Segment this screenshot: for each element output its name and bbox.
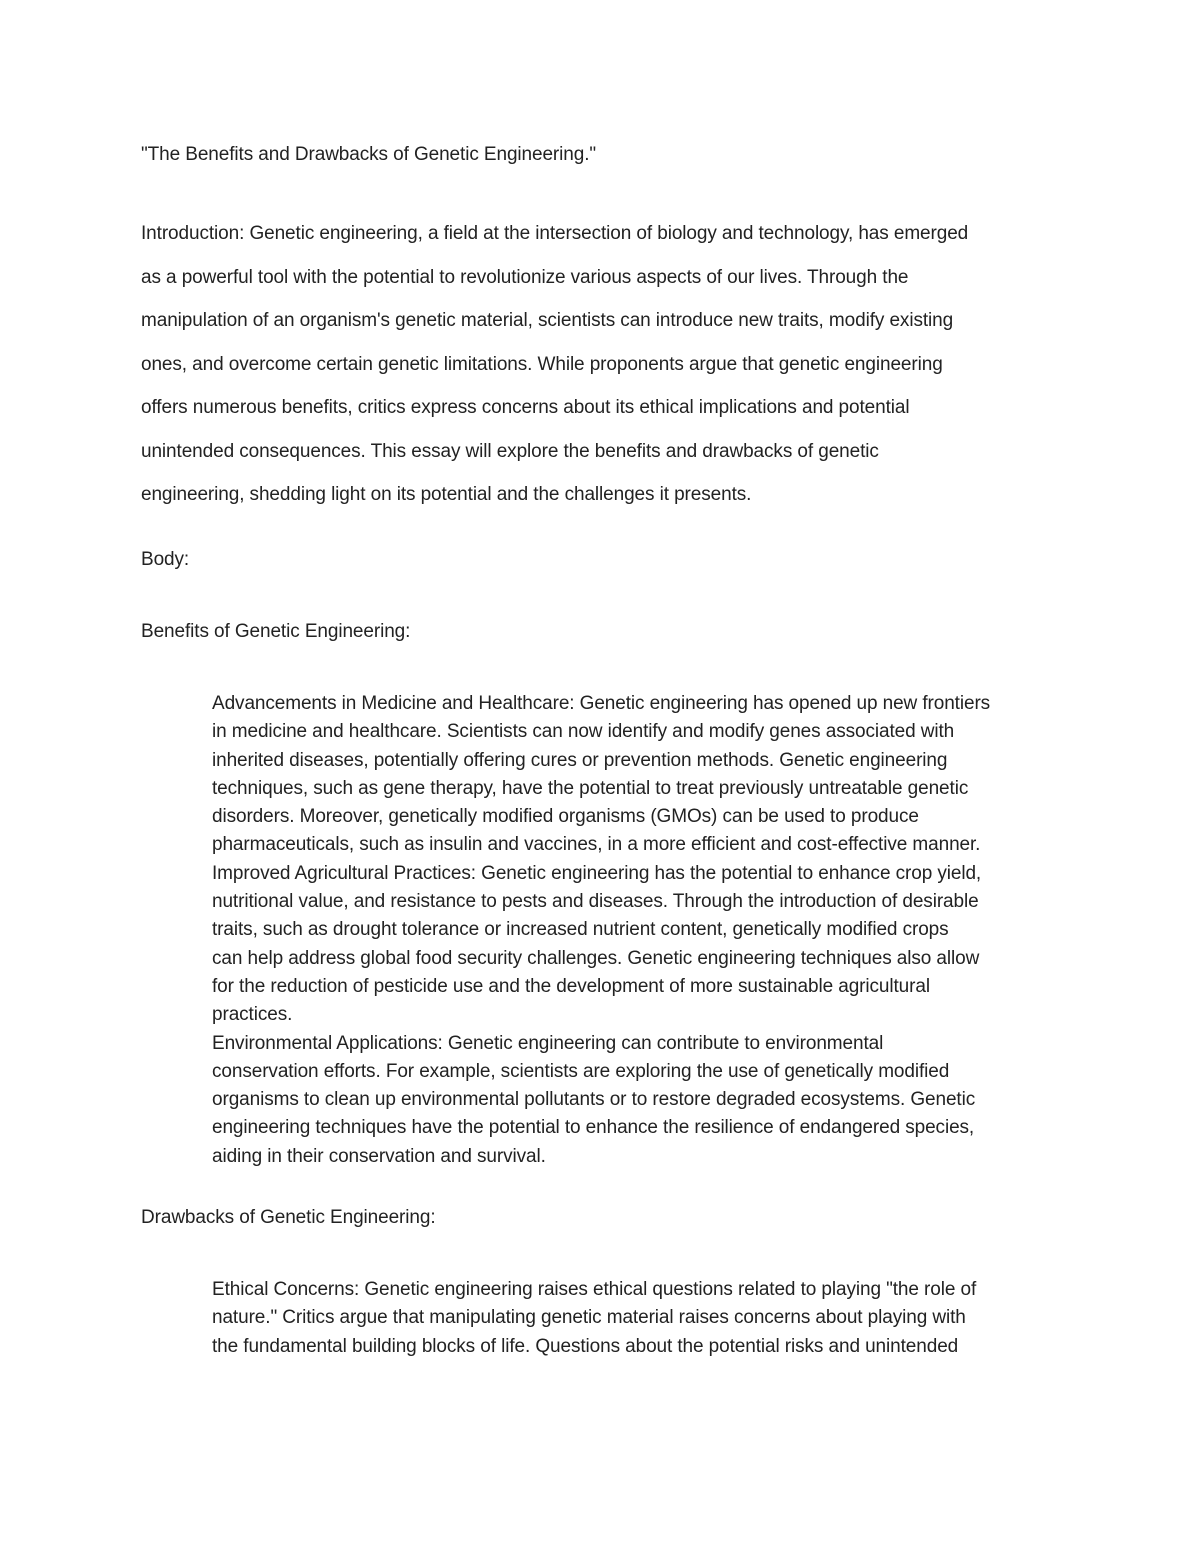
benefits-line: in medicine and healthcare. Scientists can now identify and modify genes associated with xyxy=(212,721,955,743)
drawbacks-line: the fundamental building blocks of life. Questions about the potential risks and unintended xyxy=(212,1335,959,1357)
intro-line: Introduction: Genetic engineering, a field at the intersection of biology and technology, has emerged xyxy=(141,223,969,244)
benefits-line: conservation efforts. For example, scientists are exploring the use of genetically modified xyxy=(212,1060,950,1082)
benefits-line: techniques, such as gene therapy, have the potential to treat previously untreatable genetic xyxy=(212,777,969,799)
benefits-line: disorders. Moreover, genetically modified organisms (GMOs) can be used to produce xyxy=(212,806,919,828)
benefits-line: practices. xyxy=(212,1004,293,1026)
intro-line: engineering, shedding light on its potential and the challenges it presents. xyxy=(141,484,752,505)
intro-line: unintended consequences. This essay will explore the benefits and drawbacks of genetic xyxy=(141,440,879,462)
benefits-line: Environmental Applications: Genetic engineering can contribute to environmental xyxy=(212,1032,884,1054)
intro-line: as a powerful tool with the potential to revolutionize various aspects of our lives. Through the xyxy=(141,266,909,288)
intro-line: manipulation of an organism's genetic material, scientists can introduce new traits, modify existing xyxy=(141,310,954,331)
intro-line: ones, and overcome certain genetic limitations. While proponents argue that genetic engineering xyxy=(141,353,943,375)
benefits-line: aiding in their conservation and survival. xyxy=(212,1145,546,1167)
benefits-heading: Benefits of Genetic Engineering: xyxy=(141,621,411,642)
benefits-line: traits, such as drought tolerance or increased nutrient content, genetically modified crops xyxy=(212,919,949,941)
drawbacks-heading: Drawbacks of Genetic Engineering: xyxy=(141,1207,436,1228)
benefits-line: pharmaceuticals, such as insulin and vaccines, in a more efficient and cost-effective manner. xyxy=(212,834,981,856)
introduction-paragraph xyxy=(141,212,968,517)
body-label: Body: xyxy=(141,549,190,570)
benefits-line: Advancements in Medicine and Healthcare: Genetic engineering has opened up new frontiers xyxy=(212,693,991,714)
drawbacks-line: Ethical Concerns: Genetic engineering raises ethical questions related to playing "the role of xyxy=(212,1279,977,1300)
benefits-line: nutritional value, and resistance to pests and diseases. Through the introduction of desirable xyxy=(212,891,979,913)
benefits-line: inherited diseases, potentially offering cures or prevention methods. Genetic engineering xyxy=(212,749,948,771)
drawbacks-list xyxy=(212,1276,976,1361)
benefits-line: organisms to clean up environmental pollutants or to restore degraded ecosystems. Genetic xyxy=(212,1089,976,1111)
benefits-line: can help address global food security challenges. Genetic engineering techniques also allow xyxy=(212,947,980,969)
drawbacks-line: nature." Critics argue that manipulating genetic material raises concerns about playing with xyxy=(212,1307,966,1329)
benefits-list xyxy=(212,690,990,1171)
intro-line: offers numerous benefits, critics express concerns about its ethical implications and potential xyxy=(141,397,910,418)
benefits-line: for the reduction of pesticide use and the development of more sustainable agricultural xyxy=(212,975,930,997)
benefits-line: engineering techniques have the potential to enhance the resilience of endangered species, xyxy=(212,1117,975,1139)
benefits-line: Improved Agricultural Practices: Genetic engineering has the potential to enhance crop yield, xyxy=(212,862,982,884)
document-title: "The Benefits and Drawbacks of Genetic Engineering." xyxy=(141,144,597,165)
